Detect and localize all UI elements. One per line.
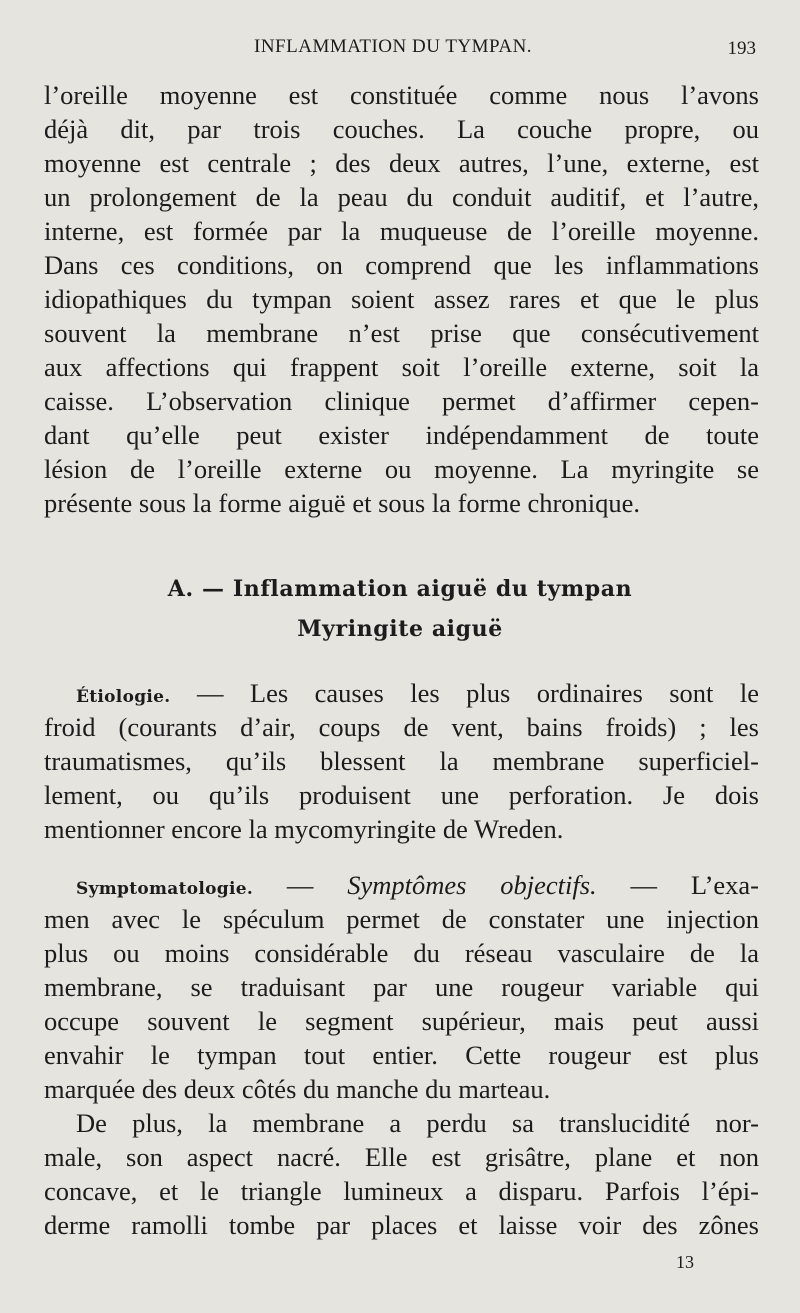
text-line: De plus, la membrane a perdu sa translucidité nor- — [76, 1108, 759, 1138]
text-line — [44, 676, 759, 710]
text-line: derme ramolli tombe par places et laisse voir des zônes — [44, 1210, 759, 1240]
text-line: traumatismes, qu’ils blessent la membrane superficiel- — [44, 746, 759, 776]
text-line: idiopathiques du tympan soient assez rares et que le plus — [44, 284, 759, 314]
text-line: male, son aspect nacré. Elle est grisâtre, plane et non — [44, 1142, 759, 1172]
text-run: — Les causes les plus ordinaires sont le — [170, 678, 759, 708]
text-line: concave, et le triangle lumineux a disparu. Parfois l’épi- — [44, 1176, 759, 1206]
paragraph-intro — [44, 78, 759, 520]
running-head: INFLAMMATION DU TYMPAN. — [254, 36, 533, 57]
text-run: — L’exa- — [596, 870, 759, 900]
text-line: déjà dit, par trois couches. La couche propre, ou — [44, 114, 759, 144]
section-subtitle: Myringite aiguë — [297, 616, 503, 642]
text-line: dant qu’elle peut exister indépendamment de toute — [44, 420, 759, 450]
text-line: lésion de l’oreille externe ou moyenne. La myringite se — [44, 454, 759, 484]
paragraph-final — [44, 1106, 759, 1242]
text-line: men avec le spéculum permet de constater une injection — [44, 904, 759, 934]
text-line: souvent la membrane n’est prise que consécutivement — [44, 318, 759, 348]
text-line: envahir le tympan tout entier. Cette rougeur est plus — [44, 1040, 759, 1070]
paragraph-symptomatologie — [44, 868, 759, 1106]
text-line: aux affections qui frappent soit l’oreille externe, soit la — [44, 352, 759, 382]
text-line: froid (courants d’air, coups de vent, bains froids) ; les — [44, 712, 759, 742]
rubric-symptomatologie: Symptomatologie. — [76, 879, 254, 899]
text-line: lement, ou qu’ils produisent une perforation. Je dois — [44, 780, 759, 810]
signature-mark: 13 — [676, 1252, 694, 1272]
text-line: présente sous la forme aiguë et sous la forme chronique. — [44, 488, 641, 518]
text-line: mentionner encore la mycomyringite de Wreden. — [44, 814, 564, 844]
rubric-etiologie: Étiologie. — [76, 687, 171, 707]
text-line: moyenne est centrale ; des deux autres, l’une, externe, est — [44, 148, 759, 178]
page-header — [44, 36, 756, 62]
text-line: marquée des deux côtés du manche du marteau. — [44, 1074, 551, 1104]
text-line: membrane, se traduisant par une rougeur variable qui — [44, 972, 759, 1002]
text-line: interne, est formée par la muqueuse de l’oreille moyenne. — [44, 216, 759, 246]
text-line: caisse. L’observation clinique permet d’affirmer cepen- — [44, 386, 759, 416]
text-run: — — [253, 870, 348, 900]
text-line: occupe souvent le segment supérieur, mais peut aussi — [44, 1006, 759, 1036]
page-number: 193 — [727, 38, 756, 59]
text-line: l’oreille moyenne est constituée comme nous l’avons — [44, 80, 759, 110]
text-line: un prolongement de la peau du conduit auditif, et l’autre, — [44, 182, 759, 212]
paragraph-etiologie — [44, 676, 759, 846]
text-line: plus ou moins considérable du réseau vasculaire de la — [44, 938, 759, 968]
text-line — [44, 868, 759, 902]
section-title: A. — Inflammation aiguë du tympan — [167, 576, 633, 602]
italic-term: Symptômes objectifs. — [347, 870, 597, 900]
text-line: Dans ces conditions, on comprend que les inflammations — [44, 250, 759, 280]
